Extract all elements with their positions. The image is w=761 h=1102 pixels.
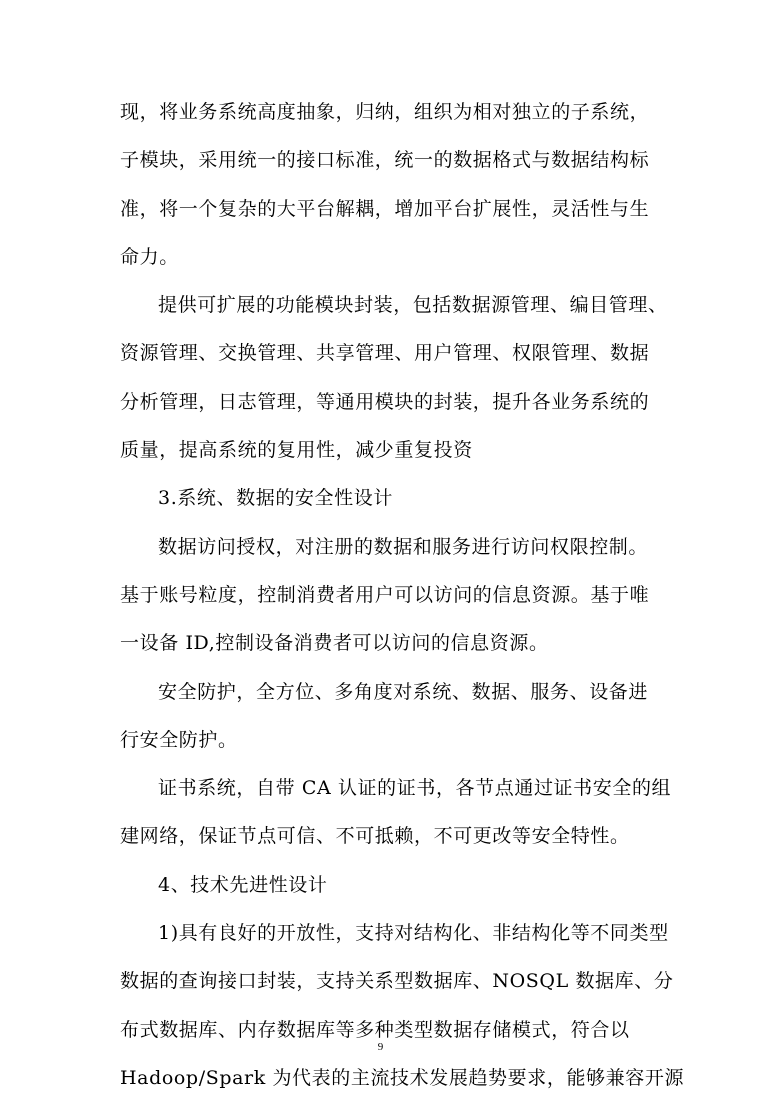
paragraph-first-line: 数据访问授权，对注册的数据和服务进行访问权限控制。 (158, 535, 649, 558)
text-line: 数据的查询接口封装，支持关系型数据库、NOSQL 数据库、分 (120, 970, 674, 993)
paragraph-first-line: 1)具有良好的开放性，支持对结构化、非结构化等不同类型 (158, 922, 669, 945)
section-heading-tech: 4、技术先进性设计 (158, 873, 328, 896)
text-line: 质量，提高系统的复用性，减少重复投资 (120, 439, 473, 462)
text-line: 一设备 ID,控制设备消费者可以访问的信息资源。 (120, 632, 549, 655)
text-line: 现，将业务系统高度抽象，归纳，组织为相对独立的子系统， (120, 101, 650, 123)
text-line: 布式数据库、内存数据库等多种类型数据存储模式，符合以 (120, 1018, 630, 1041)
section-heading-security: 3.系统、数据的安全性设计 (158, 487, 393, 510)
text-line: 资源管理、交换管理、共享管理、用户管理、权限管理、数据 (120, 342, 650, 365)
text-line: 建网络，保证节点可信、不可抵赖，不可更改等安全特性。 (120, 825, 630, 848)
text-line: 行安全防护。 (120, 728, 238, 751)
text-line: 准，将一个复杂的大平台解耦，增加平台扩展性，灵活性与生 (120, 197, 650, 220)
text-line: 命力。 (120, 245, 179, 268)
paragraph-first-line: 提供可扩展的功能模块封装，包括数据源管理、编目管理、 (158, 294, 668, 317)
text-line: 子模块，采用统一的接口标准，统一的数据格式与数据结构标 (120, 149, 650, 172)
body-text (120, 88, 685, 1102)
paragraph-first-line: 证书系统，自带 CA 认证的证书，各节点通过证书安全的组 (158, 777, 672, 800)
text-line: 基于账号粒度，控制消费者用户可以访问的信息资源。基于唯 (120, 583, 650, 606)
paragraph-first-line: 安全防护，全方位、多角度对系统、数据、服务、设备进 (158, 680, 649, 703)
text-line: Hadoop/Spark 为代表的主流技术发展趋势要求，能够兼容开源 (120, 1066, 685, 1089)
page-number: 9 (377, 1041, 384, 1053)
text-line: 分析管理，日志管理，等通用模块的封装，提升各业务系统的 (120, 390, 650, 413)
